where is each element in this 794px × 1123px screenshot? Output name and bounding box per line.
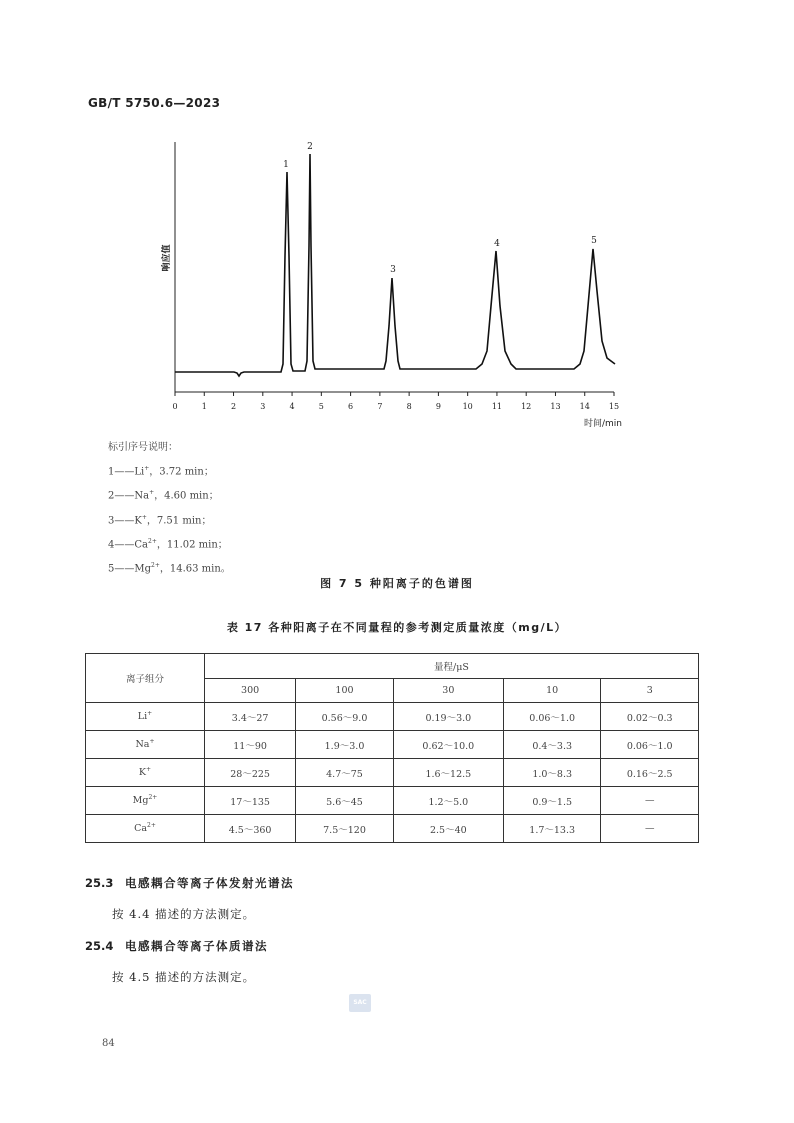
range-header: 300	[205, 679, 296, 703]
value-cell: 0.06～1.0	[503, 703, 601, 731]
x-tick-label: 15	[608, 402, 620, 411]
value-cell: —	[601, 787, 699, 815]
sac-watermark-logo: SAC	[349, 994, 371, 1012]
value-cell: 1.2～5.0	[393, 787, 503, 815]
range-header: 100	[296, 679, 394, 703]
value-cell: 0.16～2.5	[601, 759, 699, 787]
value-cell: 4.5～360	[205, 815, 296, 843]
legend-item: $5——Mg^{2+}$，14.63 min。	[108, 562, 231, 575]
x-tick-label: 2	[230, 402, 237, 411]
value-cell: 5.6～45	[296, 787, 394, 815]
range-header: 3	[601, 679, 699, 703]
legend-item: 2——Na+，4.60 min；	[108, 489, 219, 502]
value-cell: 0.62～10.0	[393, 731, 503, 759]
x-tick-label: 12	[521, 402, 532, 411]
legend-title: 标引序号说明：	[108, 442, 178, 453]
ion-cell: $Ca^{2+}$	[86, 815, 205, 843]
ion-cell: K+	[86, 759, 205, 787]
legend-item: $4——Ca^{2+}$，11.02 min；	[108, 537, 228, 551]
y-axis-label: 响应值	[162, 244, 172, 272]
value-cell: 0.9～1.5	[503, 787, 601, 815]
value-cell: 1.0～8.3	[503, 759, 601, 787]
x-tick-label: 0	[172, 402, 178, 411]
x-tick-label: 8	[406, 402, 412, 411]
figure-legend	[108, 437, 231, 580]
value-cell: 1.9～3.0	[296, 731, 394, 759]
value-cell: 2.5～40	[393, 815, 503, 843]
x-tick-label: 1	[201, 402, 207, 411]
peak-label-3: 3	[390, 265, 396, 275]
peak-labels	[283, 142, 597, 275]
value-cell: 0.02～0.3	[601, 703, 699, 731]
table-row	[86, 703, 699, 731]
table-row	[86, 815, 699, 843]
value-cell: 17～135	[205, 787, 296, 815]
peak-label-1: 1	[283, 160, 289, 170]
x-axis-label: 时间/min	[583, 419, 622, 429]
x-tick-label: 4	[289, 402, 295, 411]
ion-cell: Na+	[86, 731, 205, 759]
ion-column-header: 离子组分	[86, 654, 205, 703]
section-body-25-4: 按 4.5 描述的方法测定。	[112, 970, 256, 984]
value-cell: 28～225	[205, 759, 296, 787]
value-cell: 0.56～9.0	[296, 703, 394, 731]
x-tick-label: 6	[348, 402, 354, 411]
peak-label-2: 2	[307, 142, 313, 152]
chromatogram	[150, 136, 630, 436]
value-cell: 1.7～13.3	[503, 815, 601, 843]
x-ticks	[172, 392, 619, 411]
value-cell: 7.5～120	[296, 815, 394, 843]
peak-label-5: 5	[591, 236, 597, 246]
table-row	[86, 731, 699, 759]
peak-label-4: 4	[494, 239, 500, 249]
x-tick-label: 7	[377, 402, 383, 411]
range-header: 10	[503, 679, 601, 703]
table-caption: 表 17 各种阳离子在不同量程的参考测定质量浓度（mg/L）	[226, 621, 568, 634]
ion-cell: $Mg^{2+}$	[86, 787, 205, 815]
value-cell: 11～90	[205, 731, 296, 759]
value-cell: 4.7～75	[296, 759, 394, 787]
legend-item: 3——K+，7.51 min；	[108, 513, 212, 526]
x-tick-label: 11	[491, 402, 503, 411]
legend-item: 1——Li+，3.72 min；	[108, 465, 214, 478]
figure-caption: 图 7 5 种阳离子的色谱图	[320, 577, 474, 590]
ion-cell: Li+	[86, 703, 205, 731]
value-cell: —	[601, 815, 699, 843]
section-heading-25-3: 25.3 电感耦合等离子体发射光谱法	[85, 876, 294, 890]
x-tick-label: 3	[260, 402, 266, 411]
value-cell: 3.4～27	[205, 703, 296, 731]
section-heading-25-4: 25.4 电感耦合等离子体质谱法	[85, 939, 268, 953]
value-cell: 1.6～12.5	[393, 759, 503, 787]
x-tick-label: 10	[462, 402, 473, 411]
section-body-25-3: 按 4.4 描述的方法测定。	[112, 907, 256, 921]
x-tick-label: 14	[579, 402, 590, 411]
table-row	[86, 787, 699, 815]
value-cell: 0.06～1.0	[601, 731, 699, 759]
value-cell: 0.4～3.3	[503, 731, 601, 759]
x-tick-label: 13	[550, 402, 561, 411]
value-cell: 0.19～3.0	[393, 703, 503, 731]
table-row	[86, 759, 699, 787]
concentration-table	[85, 653, 699, 843]
page-number: 84	[102, 1038, 115, 1049]
range-header: 30	[393, 679, 503, 703]
range-group-header: 量程/μS	[205, 654, 699, 679]
x-tick-label: 9	[435, 402, 441, 411]
x-tick-label: 5	[318, 402, 324, 411]
standard-header: GB/T 5750.6—2023	[88, 96, 221, 110]
